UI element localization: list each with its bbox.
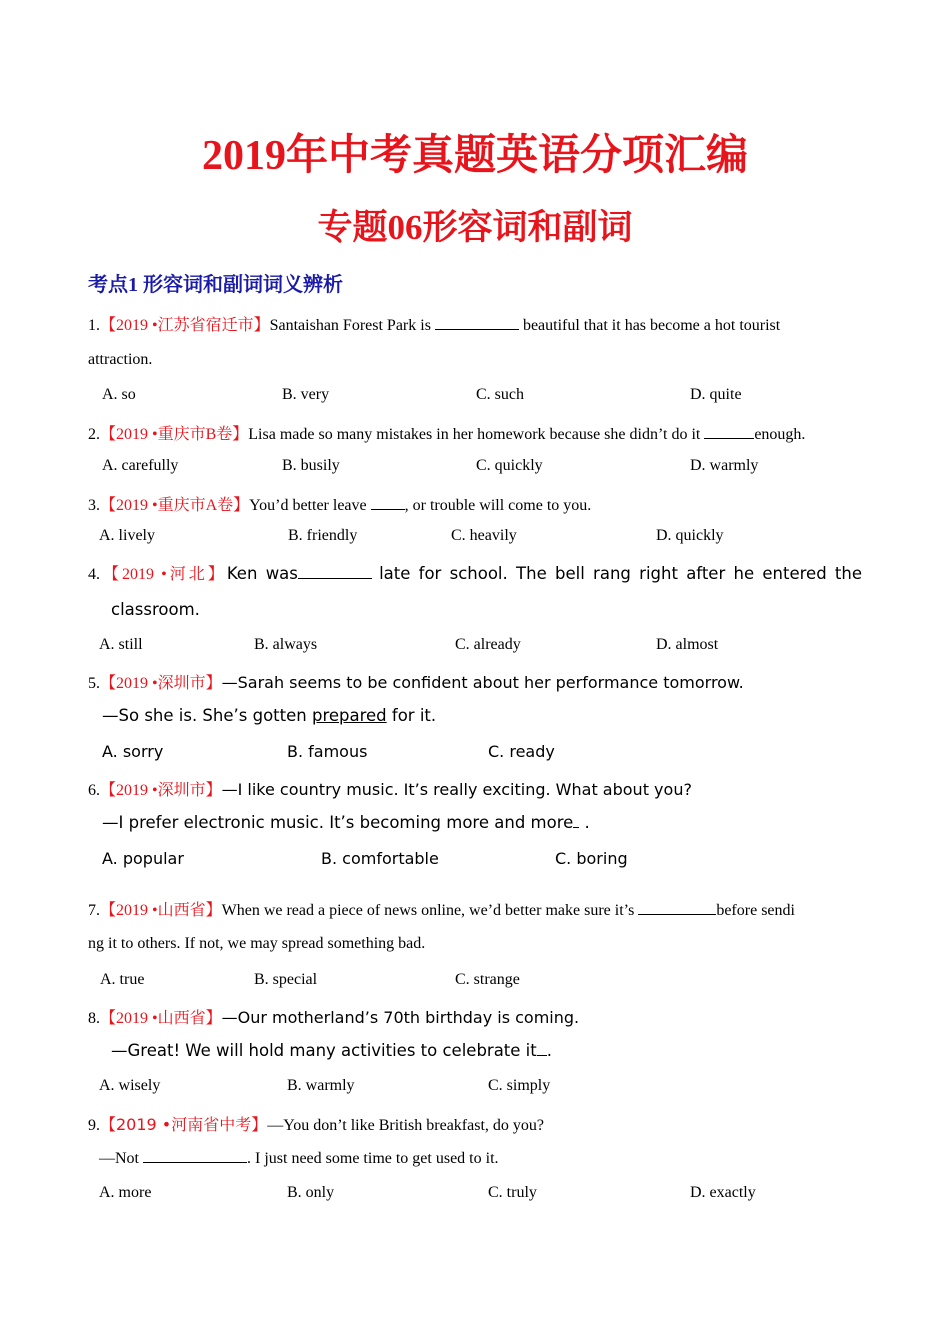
option-d: D. warmly	[690, 457, 759, 474]
question-2-line-1	[88, 421, 805, 444]
answer-blank	[435, 315, 519, 330]
question-source: 【2019 •山西省】	[100, 902, 222, 919]
dialogue-line-end: .	[546, 1041, 552, 1060]
dialogue-line: —Great! We will hold many activities to celebrate it	[111, 1041, 537, 1060]
option-a: A. wisely	[99, 1077, 161, 1094]
dialogue-line: —Our motherland’s 70th birthday is coming.	[221, 1008, 580, 1027]
question-source: 【2019 •深圳市】	[100, 675, 222, 692]
option-b: B. comfortable	[321, 849, 439, 868]
option-a: A. true	[100, 971, 145, 988]
option-d: D. almost	[656, 636, 719, 653]
option-c: C. heavily	[451, 527, 517, 544]
option-c: C. truly	[488, 1184, 537, 1201]
question-source: 【2019 •山西省】	[100, 1010, 222, 1027]
option-b: B. always	[254, 636, 318, 653]
option-c: C. strange	[455, 971, 520, 988]
option-b: B. special	[254, 971, 318, 988]
question-number: 5.	[88, 675, 100, 692]
question-6-line-2	[102, 813, 590, 832]
option-a: A. carefully	[102, 457, 179, 474]
question-4-line-2: classroom.	[111, 600, 200, 619]
question-text: Santaishan Forest Park is	[269, 317, 431, 334]
question-text: When we read a piece of news online, we’d better make sure it’s	[221, 902, 635, 919]
question-text: Lisa made so many mistakes in her homework because she didn’t do it	[248, 426, 701, 443]
answer-blank	[704, 424, 754, 439]
option-b: B. only	[287, 1184, 335, 1201]
dialogue-line-end: for it.	[386, 706, 437, 725]
answer-blank	[298, 564, 372, 579]
question-number: 9.	[88, 1117, 100, 1134]
question-text: You’d better leave	[249, 497, 367, 514]
question-9-line-1	[88, 1112, 544, 1135]
question-9-line-2	[99, 1148, 499, 1168]
option-a: A. still	[99, 636, 143, 653]
question-source: 【2019 •深圳市】	[100, 782, 222, 799]
question-source: 【2019 •重庆市A卷】	[100, 497, 250, 514]
question-number: 6.	[88, 782, 100, 799]
question-5-line-1	[88, 670, 744, 693]
dialogue-line: —I like country music. It’s really exciting. What about you?	[221, 780, 692, 799]
answer-blank	[371, 495, 405, 510]
option-b: B. very	[282, 386, 330, 403]
dialogue-line: —You don’t like British breakfast, do you?	[267, 1117, 544, 1134]
question-8-line-1	[88, 1005, 579, 1028]
dialogue-line-end: .	[584, 813, 590, 832]
question-5-line-2	[102, 706, 436, 725]
dialogue-line: —Sarah seems to be confident about her performance tomorrow.	[221, 673, 744, 692]
question-number: 3.	[88, 497, 100, 514]
question-text: , or trouble will come to you.	[404, 497, 592, 514]
question-7-line-2: ng it to others. If not, we may spread something bad.	[88, 935, 426, 952]
question-text: late for school. The bell rang right after he entered the	[379, 564, 863, 583]
option-a: A. lively	[99, 527, 155, 544]
question-number: 4.	[88, 566, 100, 583]
question-source: 【2019 •河北】	[100, 566, 227, 583]
question-1-line-2: attraction.	[88, 351, 153, 368]
page-subtitle: 专题06形容词和副词	[317, 208, 633, 247]
dialogue-line-end: . I just need some time to get used to it.	[247, 1150, 499, 1167]
option-d: D. quickly	[656, 527, 724, 544]
page-title: 2019年中考真题英语分项汇编	[201, 133, 748, 179]
question-source: 【2019 •重庆市B卷】	[100, 426, 249, 443]
question-source-place: 河南省中考】	[171, 1117, 268, 1134]
question-number: 7.	[88, 902, 100, 919]
option-c: C. such	[476, 386, 524, 403]
question-source: 【2019 •江苏省宿迁市】	[100, 317, 270, 334]
question-number: 8.	[88, 1010, 100, 1027]
dialogue-line: —I prefer electronic music. It’s becoming more and more	[102, 813, 574, 832]
option-d: D. exactly	[690, 1184, 756, 1201]
question-number: 2.	[88, 426, 100, 443]
question-8-line-2	[111, 1041, 552, 1060]
question-text: Ken was	[226, 564, 298, 583]
dialogue-line: —Not	[99, 1150, 139, 1167]
question-source-year: 【2019 •	[100, 1115, 172, 1134]
answer-blank	[537, 1041, 547, 1056]
answer-blank	[638, 900, 716, 915]
option-a: A. more	[99, 1184, 152, 1201]
answer-blank	[573, 813, 579, 828]
option-b: B. warmly	[287, 1077, 355, 1094]
question-7-line-1	[88, 897, 795, 920]
underlined-word: prepared	[311, 706, 387, 725]
question-1-line-1	[88, 312, 780, 335]
section-heading: 考点1 形容词和副词词义辨析	[88, 274, 343, 296]
option-d: D. quite	[690, 386, 742, 403]
question-4-line-1	[88, 561, 862, 584]
option-a: A. so	[102, 386, 136, 403]
answer-blank	[143, 1148, 247, 1163]
option-c: C. simply	[488, 1077, 551, 1094]
question-text: beautiful that it has become a hot tourist	[522, 317, 781, 334]
option-c: C. already	[455, 636, 521, 653]
question-text: enough.	[754, 426, 806, 443]
option-a: A. popular	[102, 849, 184, 868]
option-a: A. sorry	[102, 742, 164, 761]
option-b: B. friendly	[288, 527, 358, 544]
dialogue-line: —So she is. She’s gotten	[102, 706, 312, 725]
question-number: 1.	[88, 317, 100, 334]
option-b: B. busily	[282, 457, 340, 474]
option-c: C. quickly	[476, 457, 543, 474]
option-b: B. famous	[287, 742, 368, 761]
option-c: C. ready	[488, 742, 555, 761]
option-c: C. boring	[555, 849, 628, 868]
question-text: before sendi	[716, 902, 795, 919]
question-6-line-1	[88, 777, 692, 800]
question-3-line-1	[88, 492, 591, 515]
